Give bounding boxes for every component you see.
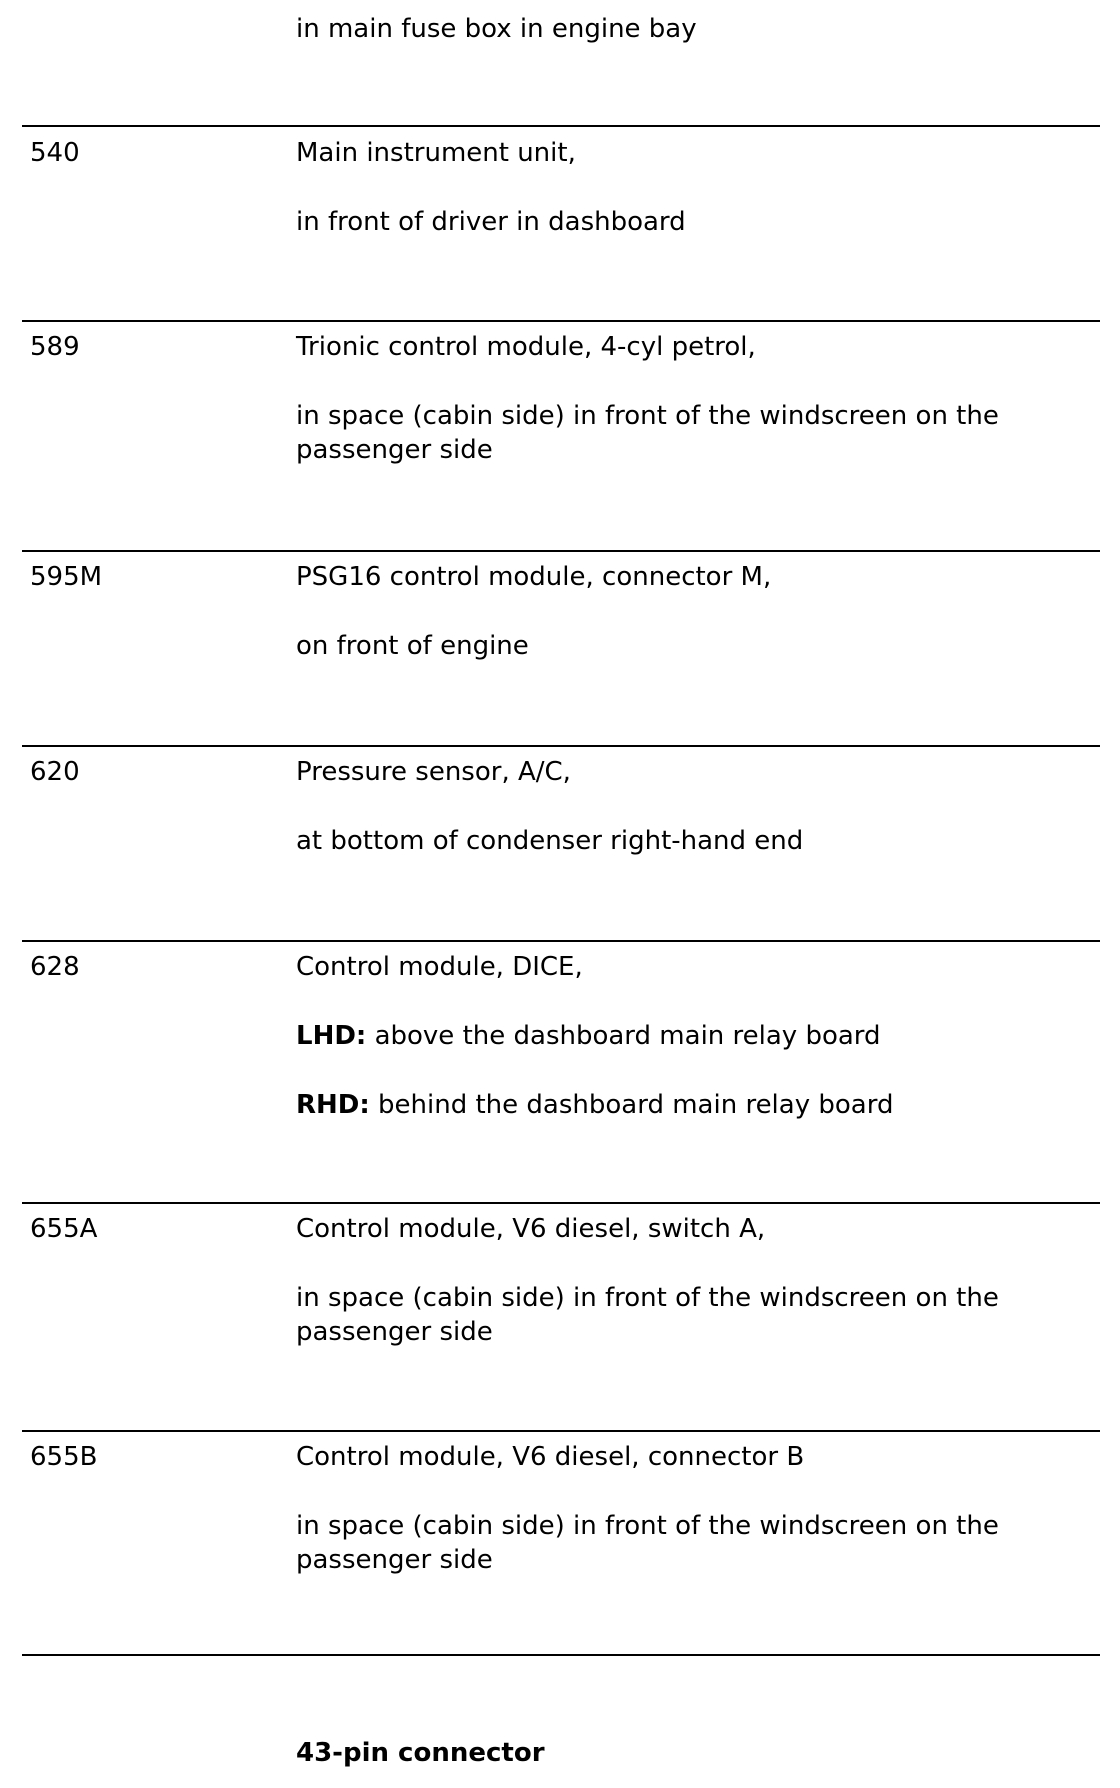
row-divider (22, 940, 1100, 942)
component-location: at bottom of condenser right-hand end (296, 826, 804, 856)
row-divider (22, 320, 1100, 322)
rhd-location-text: behind the dashboard main relay board (369, 1090, 894, 1120)
component-title: PSG16 control module, connector M, (296, 562, 772, 592)
lhd-location (296, 1019, 1086, 1053)
component-location: in space (cabin side) in front of the windscreen on the passenger side (296, 1283, 999, 1347)
component-description (296, 330, 1086, 467)
lhd-label: LHD: (296, 1021, 367, 1051)
component-location: in space (cabin side) in front of the windscreen on the passenger side (296, 1511, 999, 1575)
row-divider (22, 550, 1100, 552)
component-title: Pressure sensor, A/C, (296, 757, 571, 787)
component-description (296, 755, 1086, 858)
section-heading: 43-pin connector (296, 1738, 545, 1768)
component-location: on front of engine (296, 631, 529, 661)
component-location: in space (cabin side) in front of the windscreen on the passenger side (296, 401, 999, 465)
row-divider (22, 1654, 1100, 1656)
component-title: Main instrument unit, (296, 138, 576, 168)
component-title: Trionic control module, 4-cyl petrol, (296, 332, 756, 362)
component-description (296, 136, 1086, 239)
row-divider (22, 125, 1100, 127)
component-code: 620 (30, 757, 80, 787)
component-title: Control module, V6 diesel, switch A, (296, 1214, 766, 1244)
component-title: Control module, V6 diesel, connector B (296, 1442, 805, 1472)
row-divider (22, 745, 1100, 747)
row-divider (22, 1202, 1100, 1204)
component-description (296, 950, 1086, 1122)
rhd-label: RHD: (296, 1090, 370, 1120)
row-divider (22, 1430, 1100, 1432)
component-code: 655B (30, 1442, 98, 1472)
component-title: Control module, DICE, (296, 952, 583, 982)
component-description (296, 560, 1086, 663)
component-code: 540 (30, 138, 80, 168)
component-description (296, 1440, 1086, 1577)
component-code: 628 (30, 952, 80, 982)
continued-location-text: in main fuse box in engine bay (296, 14, 697, 44)
lhd-location-text: above the dashboard main relay board (366, 1021, 881, 1051)
component-description (296, 1212, 1086, 1349)
component-location: in front of driver in dashboard (296, 207, 686, 237)
component-code: 589 (30, 332, 80, 362)
component-code: 655A (30, 1214, 98, 1244)
rhd-location (296, 1088, 1086, 1122)
component-code: 595M (30, 562, 103, 592)
